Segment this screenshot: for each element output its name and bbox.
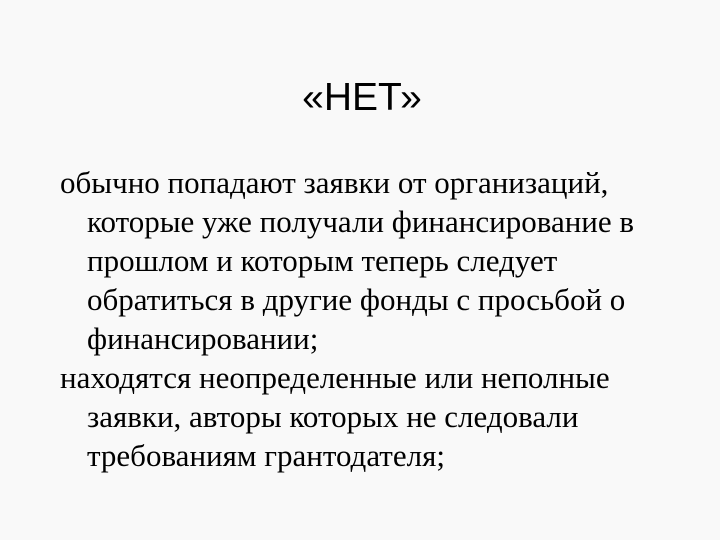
bullet-list [60,163,700,475]
bullet-item: обычно попадают заявки от организаций, которые уже получали финансирование в прошлом и которым теперь следует обратиться в другие фонды с просьбой о финансировании; [60,165,635,356]
slide-title: «НЕТ» [302,76,422,119]
bullet-item: находятся неопределенные или неполные заявки, авторы которых не следовали требованиям грантодателя; [60,360,610,473]
